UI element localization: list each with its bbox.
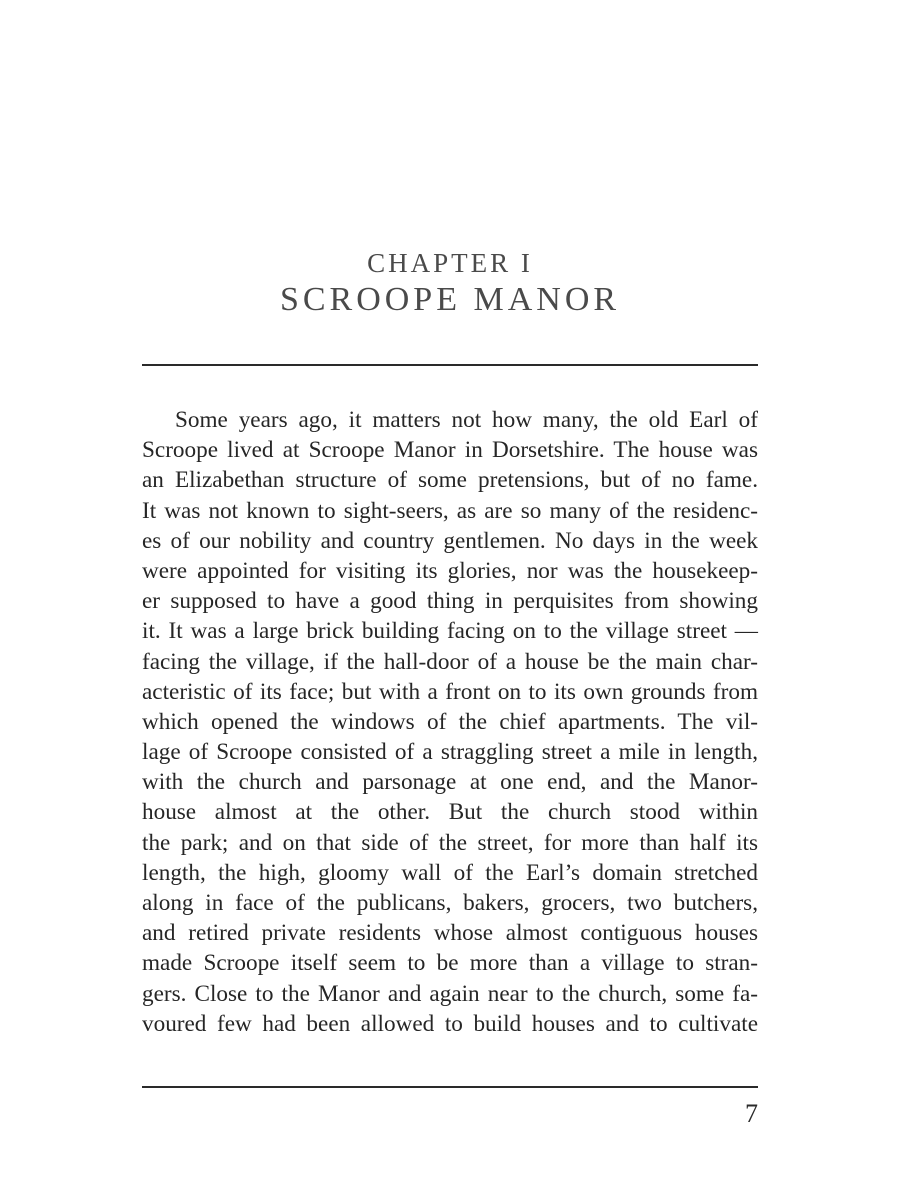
text-line: Some years ago, it matters not how many, the old Earl of [175, 407, 758, 433]
text-line: and retired private residents whose almost contiguous houses [142, 920, 758, 947]
text-line: along in face of the publicans, bakers, grocers, two butchers, [142, 890, 758, 916]
text-line: house almost at the other. But the church stood within [142, 799, 758, 826]
text-line: es of our nobility and country gentlemen. No days in the week [142, 527, 758, 554]
text-line: er supposed to have a good thing in perquisites from showing [142, 588, 758, 615]
text-line: made Scroope itself seem to be more than a village to stran- [142, 950, 758, 977]
top-divider [142, 364, 758, 366]
text-line: facing the village, if the hall-door of a house be the main char- [142, 648, 758, 675]
text-line: acteristic of its face; but with a front on to its own grounds from [142, 678, 758, 705]
text-line: an Elizabethan structure of some pretensions, but of no fame. [142, 467, 758, 494]
text-line: the park; and on that side of the street, for more than half its [142, 829, 758, 856]
chapter-title: SCROOPE MANOR [279, 281, 621, 318]
bottom-divider [142, 1086, 758, 1088]
text-line: gers. Close to the Manor and again near to the church, some fa- [142, 980, 758, 1007]
text-line: lage of Scroope consisted of a straggling street a mile in length, [142, 739, 758, 766]
text-line: it. It was a large brick building facing on to the village street — [142, 618, 758, 645]
text-line: which opened the windows of the chief apartments. The vil- [142, 708, 758, 735]
text-line: length, the high, gloomy wall of the Earl’s domain stretched [142, 859, 758, 886]
page-number: 7 [745, 1099, 758, 1128]
text-line: were appointed for visiting its glories, nor was the housekeep- [142, 557, 758, 584]
text-line: It was not known to sight-seers, as are so many of the residenc- [142, 497, 758, 524]
chapter-label: CHAPTER I [367, 248, 533, 278]
body-paragraph [142, 405, 758, 1039]
text-line: with the church and parsonage at one end, and the Manor- [142, 769, 758, 796]
text-line: voured few had been allowed to build houses and to cultivate [142, 1010, 758, 1037]
text-line: Scroope lived at Scroope Manor in Dorsetshire. The house was [142, 437, 758, 464]
